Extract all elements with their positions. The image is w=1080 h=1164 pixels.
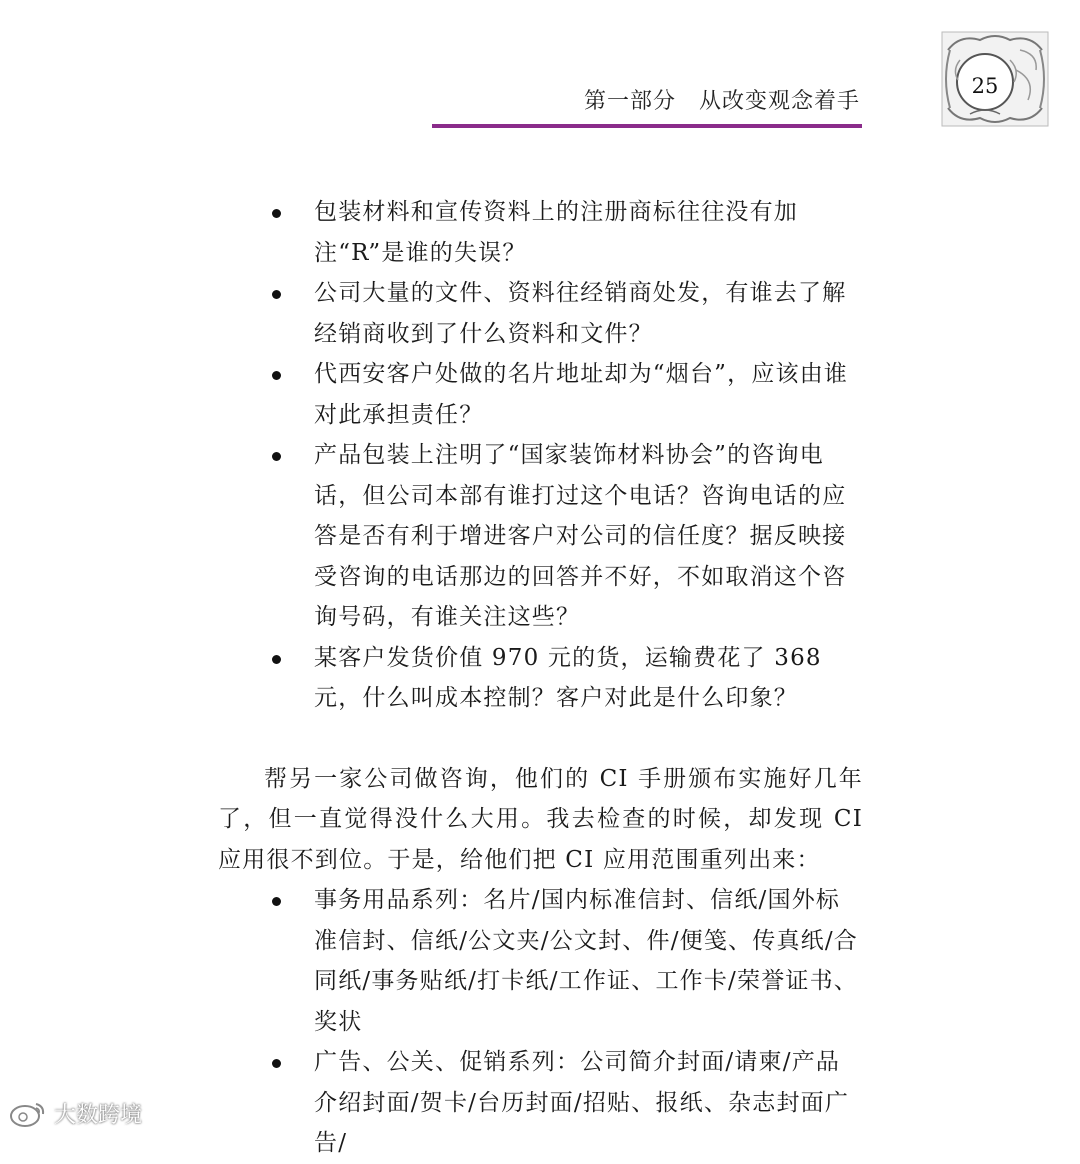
watermark [8, 1096, 142, 1130]
list-item [218, 192, 863, 273]
list-item-text: 事务用品系列：名片/国内标准信封、信纸/国外标准信封、信纸/公文夹/公文封、件/便笺、传真纸/合同纸/事务贴纸/打卡纸/工作证、工作卡/荣誉证书、奖状 [314, 887, 858, 1035]
list-item-text: 产品包装上注明了“国家装饰材料协会”的咨询电话，但公司本部有谁打过这个电话？咨询电话的应答是否有利于增进客户对公司的信任度？据反映接受咨询的电话那边的回答并不好，不如取消这个咨询号码，有谁关注这些？ [314, 442, 847, 630]
bullet-icon [272, 290, 281, 299]
list-item [218, 273, 863, 354]
section-title: 第一部分 从改变观念着手 [583, 89, 860, 114]
list-item [218, 1042, 863, 1164]
page-number: 25 [971, 74, 999, 98]
bullet-icon [272, 897, 281, 906]
list-item-text: 广告、公关、促销系列：公司简介封面/请柬/产品介绍封面/贺卡/台历封面/招贴、报纸、杂志封面广告/ [314, 1049, 850, 1156]
body-paragraph: 帮另一家公司做咨询，他们的 CI 手册颁布实施好几年了，但一直觉得没什么大用。我去检查的时候，却发现 CI 应用很不到位。于是，给他们把 CI 应用范围重列出来： [218, 765, 863, 873]
list-item [218, 638, 863, 719]
header-rule [432, 124, 862, 128]
list-item-text: 公司大量的文件、资料往经销商处发，有谁去了解经销商收到了什么资料和文件？ [314, 280, 847, 347]
list-item-text: 包装材料和宣传资料上的注册商标往往没有加注“R”是谁的失误？ [314, 199, 798, 266]
bullet-icon [272, 1059, 281, 1068]
watermark-text: 大数跨境 [54, 1102, 143, 1128]
list-item [218, 880, 863, 1042]
list-item-text: 某客户发货价值 970 元的货，运输费花了 368 元，什么叫成本控制？客户对此是什么印象？ [314, 644, 822, 711]
page-body [218, 192, 863, 1164]
list-item [218, 354, 863, 435]
bullet-icon [272, 655, 281, 664]
bullet-icon [272, 209, 281, 218]
weibo-logo-icon [8, 1098, 48, 1128]
list-item [218, 435, 863, 638]
bullet-icon [272, 371, 281, 380]
bullet-list-ci-scope [218, 880, 863, 1164]
bullet-icon [272, 452, 281, 461]
list-item-text: 代西安客户处做的名片地址却为“烟台”，应该由谁对此承担责任？ [314, 361, 849, 428]
bullet-list-questions [218, 192, 863, 719]
